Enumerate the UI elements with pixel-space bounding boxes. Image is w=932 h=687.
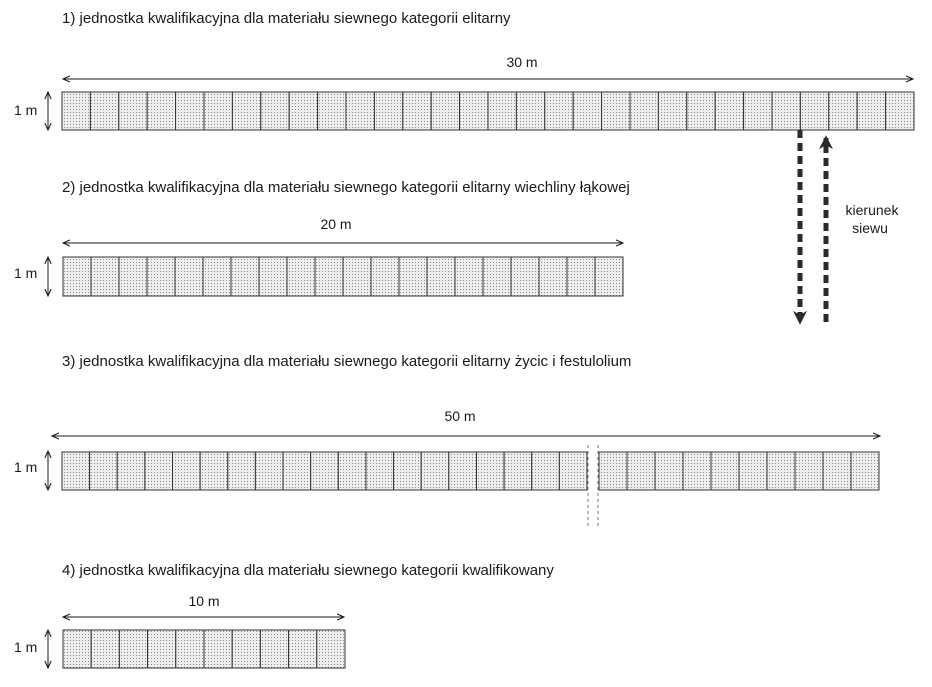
plot-square — [655, 452, 683, 490]
plot-square — [483, 257, 511, 296]
section-3-length-label: 50 m — [444, 408, 476, 424]
plot-square — [91, 257, 119, 296]
plot-square — [715, 92, 743, 130]
plot-square — [203, 257, 231, 296]
plot-square — [311, 452, 339, 490]
plot-square — [147, 257, 175, 296]
plot-square — [599, 452, 627, 490]
plot-square — [343, 257, 371, 296]
plot-square — [427, 257, 455, 296]
section-3-strip-left — [62, 452, 587, 490]
sowing-direction-label-line1: kierunek — [845, 202, 899, 218]
section-1-title: 1) jednostka kwalifikacyjna dla materiału siewnego kategorii elitarny — [62, 10, 511, 27]
section-1-strip — [62, 92, 914, 130]
plot-square — [739, 452, 767, 490]
plot-square — [147, 92, 175, 130]
plot-square — [90, 452, 118, 490]
plot-square — [63, 630, 91, 668]
plot-square — [823, 452, 851, 490]
plot-square — [371, 257, 399, 296]
plot-square — [658, 92, 686, 130]
section-2-title: 2) jednostka kwalifikacyjna dla materiału siewnego kategorii elitarny wiechliny łąkowej — [62, 179, 630, 196]
plot-square — [338, 452, 366, 490]
plot-square — [261, 92, 289, 130]
section-1-length-label: 30 m — [506, 54, 538, 70]
plot-square — [287, 257, 315, 296]
section-2 — [14, 179, 630, 296]
sowing-direction-label-line2: siewu — [852, 220, 888, 236]
plot-square — [857, 92, 885, 130]
section-1-width-label: 1 m — [14, 102, 38, 118]
plot-square — [627, 452, 655, 490]
plot-square — [283, 452, 311, 490]
plot-square — [449, 452, 477, 490]
plot-square — [460, 92, 488, 130]
plot-square — [399, 257, 427, 296]
section-3-width-label: 1 m — [14, 459, 38, 475]
plot-square — [744, 92, 772, 130]
plot-square — [62, 92, 90, 130]
section-2-strip — [63, 257, 623, 296]
plot-square — [145, 452, 173, 490]
plot-square — [795, 452, 823, 490]
plot-square — [119, 257, 147, 296]
plot-square — [421, 452, 449, 490]
plot-square — [886, 92, 914, 130]
plot-square — [504, 452, 532, 490]
plot-square — [173, 452, 201, 490]
plot-square — [403, 92, 431, 130]
plot-square — [176, 630, 204, 668]
plot-square — [175, 257, 203, 296]
plot-square — [119, 630, 147, 668]
plot-square — [260, 630, 288, 668]
plot-square — [573, 92, 601, 130]
plot-square — [204, 630, 232, 668]
plot-square — [366, 452, 394, 490]
section-2-width-label: 1 m — [14, 265, 38, 281]
plot-square — [315, 257, 343, 296]
plot-square — [767, 452, 795, 490]
plot-square — [317, 630, 345, 668]
plot-square — [62, 452, 90, 490]
plot-square — [117, 452, 145, 490]
plot-square — [289, 630, 317, 668]
section-1 — [14, 10, 914, 130]
plot-square — [289, 92, 317, 130]
plot-square — [800, 92, 828, 130]
plot-square — [539, 257, 567, 296]
plot-square — [476, 452, 504, 490]
plot-square — [119, 92, 147, 130]
plot-square — [232, 92, 260, 130]
plot-square — [559, 452, 587, 490]
section-2-length-label: 20 m — [320, 216, 352, 232]
sowing-direction — [800, 130, 899, 322]
plot-square — [851, 452, 879, 490]
plot-square — [90, 92, 118, 130]
plot-square — [630, 92, 658, 130]
plot-square — [176, 92, 204, 130]
plot-square — [511, 257, 539, 296]
plot-square — [228, 452, 256, 490]
plot-square — [431, 92, 459, 130]
section-4-title: 4) jednostka kwalifikacyjna dla materiału siewnego kategorii kwalifikowany — [62, 562, 554, 579]
plot-square — [259, 257, 287, 296]
plot-square — [595, 257, 623, 296]
plot-square — [545, 92, 573, 130]
plot-square — [374, 92, 402, 130]
section-3-strip-right — [599, 452, 879, 490]
plot-square — [63, 257, 91, 296]
plot-square — [455, 257, 483, 296]
plot-square — [255, 452, 283, 490]
plot-square — [602, 92, 630, 130]
section-4-length-label: 10 m — [188, 593, 220, 609]
plot-square — [394, 452, 422, 490]
plot-square — [232, 630, 260, 668]
plot-square — [204, 92, 232, 130]
plot-square — [683, 452, 711, 490]
plot-square — [200, 452, 228, 490]
plot-square — [148, 630, 176, 668]
plot-square — [516, 92, 544, 130]
plot-square — [91, 630, 119, 668]
plot-square — [567, 257, 595, 296]
plot-square — [488, 92, 516, 130]
section-4-width-label: 1 m — [14, 639, 38, 655]
plot-square — [829, 92, 857, 130]
section-4 — [14, 562, 554, 668]
plot-square — [346, 92, 374, 130]
plot-square — [687, 92, 715, 130]
plot-square — [532, 452, 560, 490]
plot-square — [711, 452, 739, 490]
section-4-strip — [63, 630, 345, 668]
section-3 — [14, 353, 880, 528]
plot-square — [772, 92, 800, 130]
section-3-title: 3) jednostka kwalifikacyjna dla materiału siewnego kategorii elitarny życic i festulolium — [62, 353, 632, 370]
plot-square — [318, 92, 346, 130]
plot-square — [231, 257, 259, 296]
